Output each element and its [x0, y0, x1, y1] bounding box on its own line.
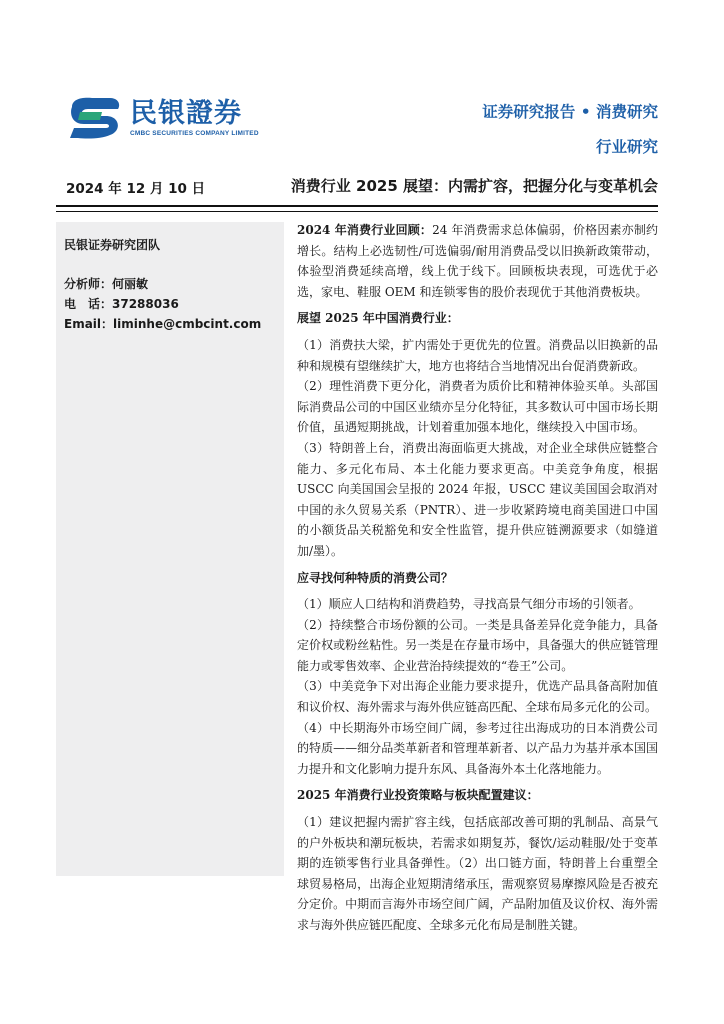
analyst-name: 分析师：何丽敏: [64, 277, 149, 291]
header-divider-thin: [56, 211, 658, 212]
company-item-2: （2）持续整合市场份额的公司。一类是具备差异化竞争能力，具备定价权或粉丝粘性。另一类是在存量市场中，具备强大的供应链管理能力或零售效率、企业营治持续提效的“卷王”公司。: [297, 617, 658, 673]
outlook-heading: 展望 2025 年中国消费行业：: [297, 311, 459, 326]
analyst-phone: 电 话：37288036: [64, 297, 179, 311]
outlook-item-3: （3）特朗普上台，消费出海面临更大挑战，对企业全球供应链整合能力、多元化布局、本土化能力要求更高。中美竞争角度，根据 USCC 向美国国会呈报的 2024 年报，USCC 建议美国国会取消对中国的永久贸易关系（PNTR）、进一步收紧跨境电商美国进口中国的小额货品关税豁免和安全性监管，提升供应链溯源要求（如缝道加/墨）。: [297, 440, 658, 558]
report-body: [297, 220, 658, 936]
logo-english-name: CMBC SECURITIES COMPANY LIMITED: [130, 130, 259, 137]
cmbc-logo-icon: [66, 95, 124, 141]
logo-chinese-name: 民银證券: [130, 98, 242, 129]
report-title: 消费行业 2025 展望：内需扩容，把握分化与变革机会: [290, 177, 658, 195]
company-logo: [66, 95, 259, 141]
company-heading: 应寻找何种特质的消费公司？: [297, 570, 454, 585]
company-item-3: （3）中美竞争下对出海企业能力要求提升，优选产品具备高附加值和议价权、海外需求与海外供应链高匹配、全球布局多元化的公司。: [297, 679, 658, 715]
report-category: 行业研究: [595, 138, 658, 156]
report-type: 证券研究报告 • 消费研究: [482, 103, 658, 121]
report-date: 2024 年 12 月 10 日: [66, 181, 206, 197]
analyst-email[interactable]: Email：liminhe@cmbcint.com: [64, 317, 262, 331]
outlook-item-1: （1）消费扶大梁，扩内需处于更优先的位置。消费品以旧换新的品种和规模有望继续扩大，地方也将结合当地情况出台促消费新政。: [297, 337, 658, 373]
header-divider-thick: [56, 205, 658, 207]
review-text: 24 年消费需求总体偏弱，价格因素亦制约增长。结构上必选韧性/可选偏弱/耐用消费品受以旧换新政策带动，体验型消费延续高增，线上优于线下。回顾板块表现，可选优于必选，家电、鞋服 OEM 和连锁零售的股价表现优于其他消费板块。: [297, 223, 658, 299]
company-item-1: （1）顺应人口结构和消费趋势，寻找高景气细分市场的引领者。: [297, 597, 641, 612]
review-heading: 2024 年消费行业回顾：: [297, 223, 433, 237]
strategy-heading: 2025 年消费行业投资策略与板块配置建议：: [297, 788, 539, 803]
review-paragraph: [297, 220, 658, 302]
company-item-4: （4）中长期海外市场空间广阔，参考过往出海成功的日本消费公司的特质——细分品类革新者和管理革新者、以产品力为基并承本国国力提升和文化影响力提升东风、具备海外本土化落地能力。: [297, 720, 658, 776]
research-team: 民银证券研究团队: [64, 238, 161, 252]
outlook-item-2: （2）理性消费下更分化，消费者为质价比和精神体验买单。头部国际消费品公司的中国区业绩亦呈分化特征，其多数认可中国市场长期价值，虽遇短期挑战，计划着重加强本地化，继续投入中国市场。: [297, 379, 658, 435]
strategy-text: （1）建议把握内需扩容主线，包括底部改善可期的乳制品、高景气的户外板块和潮玩板块，若需求如期复苏，餐饮/运动鞋服/处于变革期的连锁零售行业具备弹性。（2）出口链方面，特朗普上台重塑全球贸易格局，出海企业短期清绪承压，需观察贸易摩擦风险是否被充分定价。中期而言海外市场空间广阔，产品附加值及议价权、海外需求与海外供应链匹配度、全球多元化布局是制胜关键。: [297, 815, 658, 932]
analyst-sidebar: [56, 222, 284, 876]
